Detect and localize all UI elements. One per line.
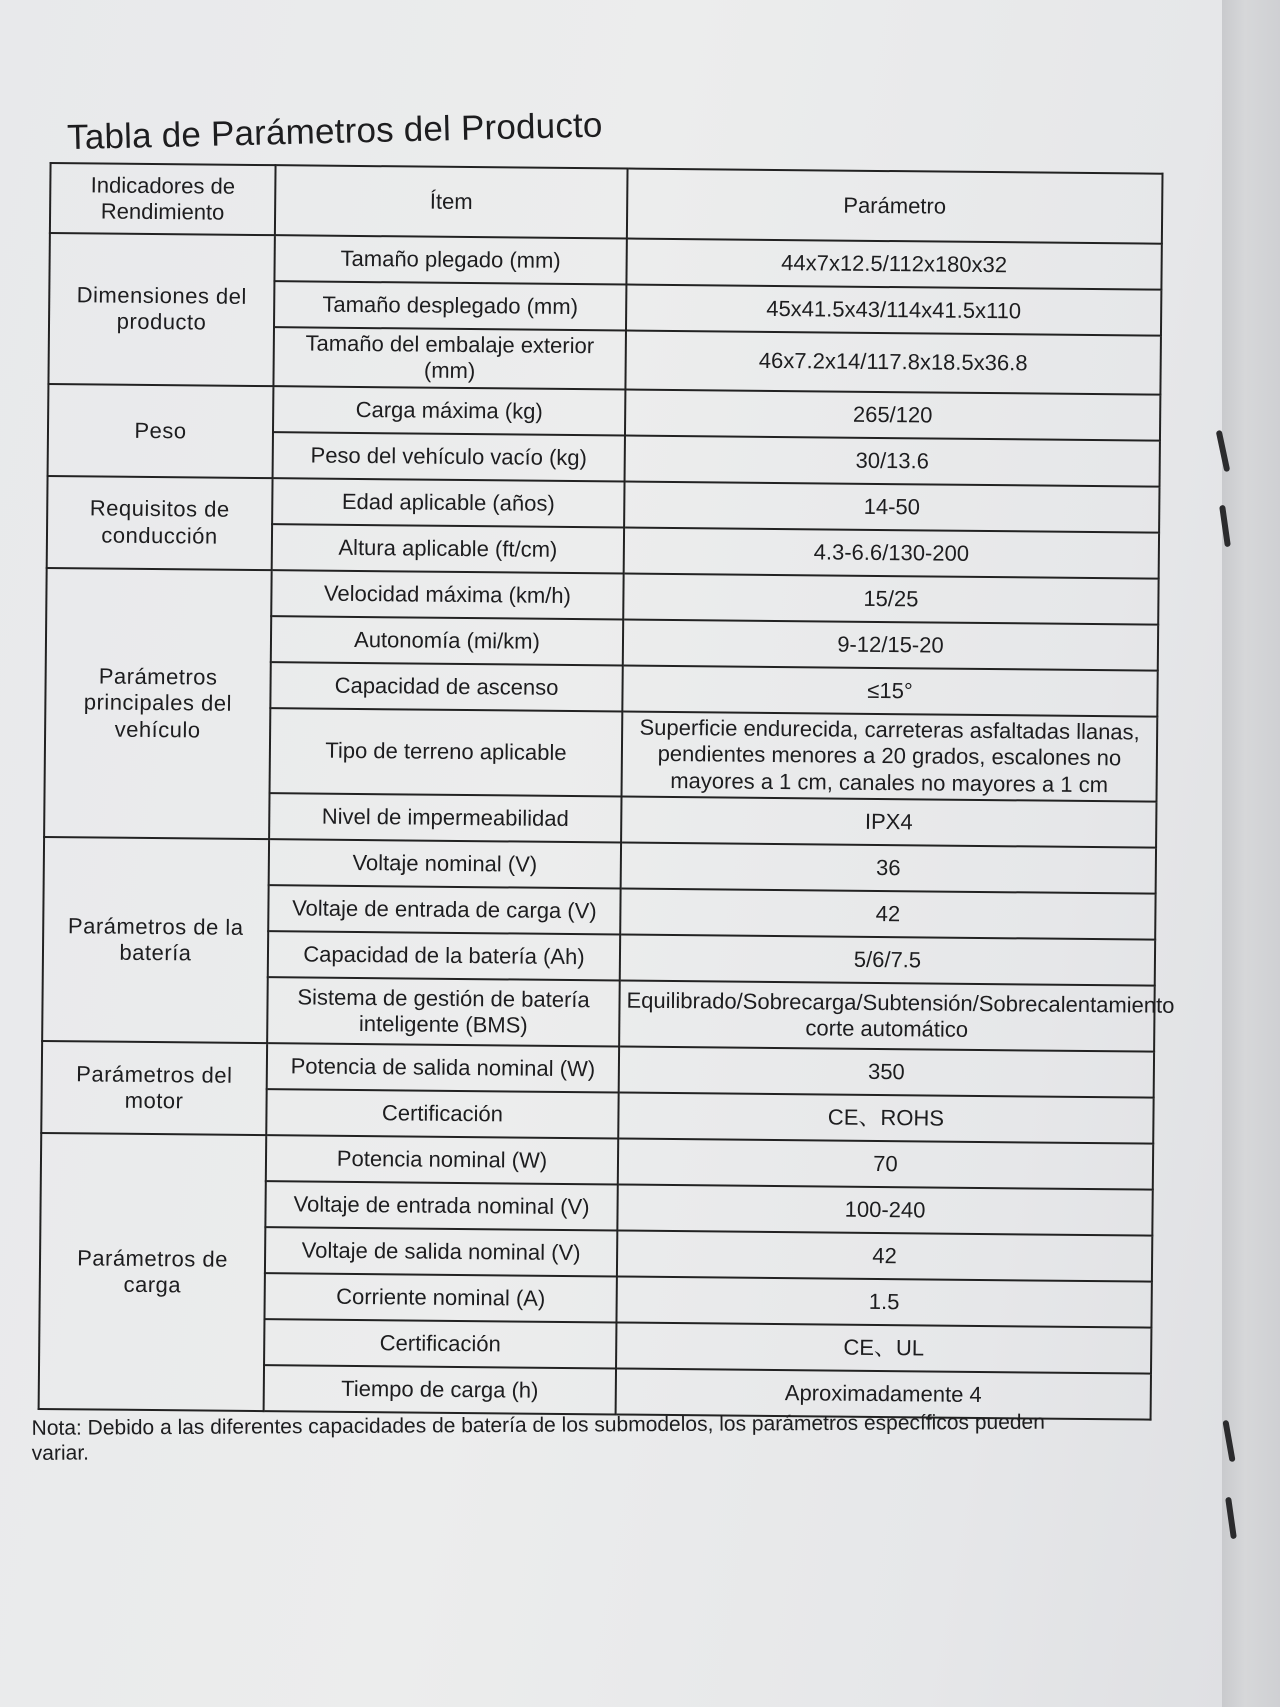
item-cell: Certificación bbox=[266, 1089, 618, 1138]
value-cell: 36 bbox=[621, 842, 1156, 893]
group-label: Requisitos de conducción bbox=[47, 476, 273, 570]
value-cell: Superficie endurecida, carreteras asfaltadas llanas, pendientes menores a 20 grados, escalones no mayores a 1 cm, canales no mayores a 1 cm bbox=[622, 711, 1158, 801]
item-cell: Capacidad de la batería (Ah) bbox=[268, 931, 620, 980]
table-row bbox=[48, 384, 1160, 441]
item-cell: Certificación bbox=[264, 1319, 616, 1368]
item-cell: Peso del vehículo vacío (kg) bbox=[273, 432, 625, 481]
table-row bbox=[41, 1133, 1153, 1190]
table-row bbox=[46, 568, 1158, 625]
table-row bbox=[44, 837, 1156, 894]
value-cell: 9-12/15-20 bbox=[623, 619, 1158, 670]
value-cell: Equilibrado/Sobrecarga/Subtensión/Sobrecalentamiento corte automático bbox=[619, 980, 1155, 1051]
parameters-table bbox=[38, 162, 1175, 1421]
value-cell: 14-50 bbox=[624, 481, 1159, 532]
item-cell: Nivel de impermeabilidad bbox=[269, 793, 621, 842]
value-cell: 42 bbox=[620, 888, 1155, 939]
value-cell: 44x7x12.5/112x180x32 bbox=[626, 239, 1161, 290]
value-cell: 265/120 bbox=[625, 389, 1160, 440]
footnote: Nota: Debido a las diferentes capacidades de batería de los submodelos, los parámetros específicos pueden variar. bbox=[31, 1410, 1045, 1466]
group-label: Peso bbox=[48, 384, 274, 478]
item-cell: Tamaño desplegado (mm) bbox=[274, 281, 626, 330]
item-cell: Carga máxima (kg) bbox=[273, 386, 625, 435]
item-cell: Tiempo de carga (h) bbox=[264, 1365, 616, 1414]
item-cell: Autonomía (mi/km) bbox=[271, 616, 623, 665]
value-cell: 100-240 bbox=[617, 1184, 1152, 1235]
item-cell: Voltaje de entrada nominal (V) bbox=[265, 1181, 617, 1230]
document bbox=[31, 105, 1175, 1477]
table-row bbox=[47, 476, 1159, 533]
item-cell: Potencia nominal (W) bbox=[266, 1135, 618, 1184]
value-cell: Aproximadamente 4 bbox=[616, 1368, 1151, 1419]
header-item: Ítem bbox=[275, 165, 628, 238]
value-cell: CE、ROHS bbox=[618, 1092, 1153, 1143]
value-cell: CE、UL bbox=[616, 1322, 1151, 1373]
table-row bbox=[49, 233, 1161, 290]
group-label: Parámetros principales del vehículo bbox=[44, 568, 272, 839]
table-header-row bbox=[50, 163, 1163, 244]
value-cell: 350 bbox=[619, 1046, 1154, 1097]
group-label: Parámetros de carga bbox=[39, 1133, 267, 1411]
value-cell: 45x41.5x43/114x41.5x110 bbox=[626, 285, 1161, 336]
header-indicators: Indicadores de Rendimiento bbox=[50, 163, 276, 235]
group-label: Parámetros de la batería bbox=[42, 837, 269, 1043]
item-cell: Velocidad máxima (km/h) bbox=[271, 570, 623, 619]
group-label: Parámetros del motor bbox=[41, 1041, 267, 1135]
page-title: Tabla de Parámetros del Producto bbox=[66, 105, 604, 158]
value-cell: IPX4 bbox=[621, 796, 1156, 847]
value-cell: ≤15° bbox=[622, 665, 1157, 716]
item-cell: Potencia de salida nominal (W) bbox=[267, 1043, 619, 1092]
item-cell: Tamaño plegado (mm) bbox=[274, 235, 626, 284]
value-cell: 4.3-6.6/130-200 bbox=[624, 527, 1159, 578]
item-cell: Altura aplicable (ft/cm) bbox=[272, 524, 624, 573]
header-parameter: Parámetro bbox=[627, 169, 1163, 244]
item-cell: Sistema de gestión de batería inteligente (BMS) bbox=[267, 977, 620, 1046]
value-cell: 30/13.6 bbox=[625, 435, 1160, 486]
group-label: Dimensiones del producto bbox=[48, 233, 274, 386]
value-cell: 1.5 bbox=[616, 1276, 1151, 1327]
item-cell: Capacidad de ascenso bbox=[270, 662, 622, 711]
value-cell: 5/6/7.5 bbox=[620, 934, 1155, 985]
value-cell: 70 bbox=[618, 1138, 1153, 1189]
value-cell: 42 bbox=[617, 1230, 1152, 1281]
item-cell: Tipo de terreno aplicable bbox=[270, 708, 623, 797]
value-cell: 46x7.2x14/117.8x18.5x36.8 bbox=[625, 331, 1161, 395]
table-row bbox=[42, 1041, 1154, 1098]
value-cell: 15/25 bbox=[623, 573, 1158, 624]
item-cell: Corriente nominal (A) bbox=[264, 1273, 616, 1322]
item-cell: Edad aplicable (años) bbox=[272, 478, 624, 527]
item-cell: Voltaje de salida nominal (V) bbox=[265, 1227, 617, 1276]
item-cell: Voltaje de entrada de carga (V) bbox=[268, 885, 620, 934]
item-cell: Voltaje nominal (V) bbox=[269, 839, 621, 888]
item-cell: Tamaño del embalaje exterior (mm) bbox=[273, 327, 626, 389]
